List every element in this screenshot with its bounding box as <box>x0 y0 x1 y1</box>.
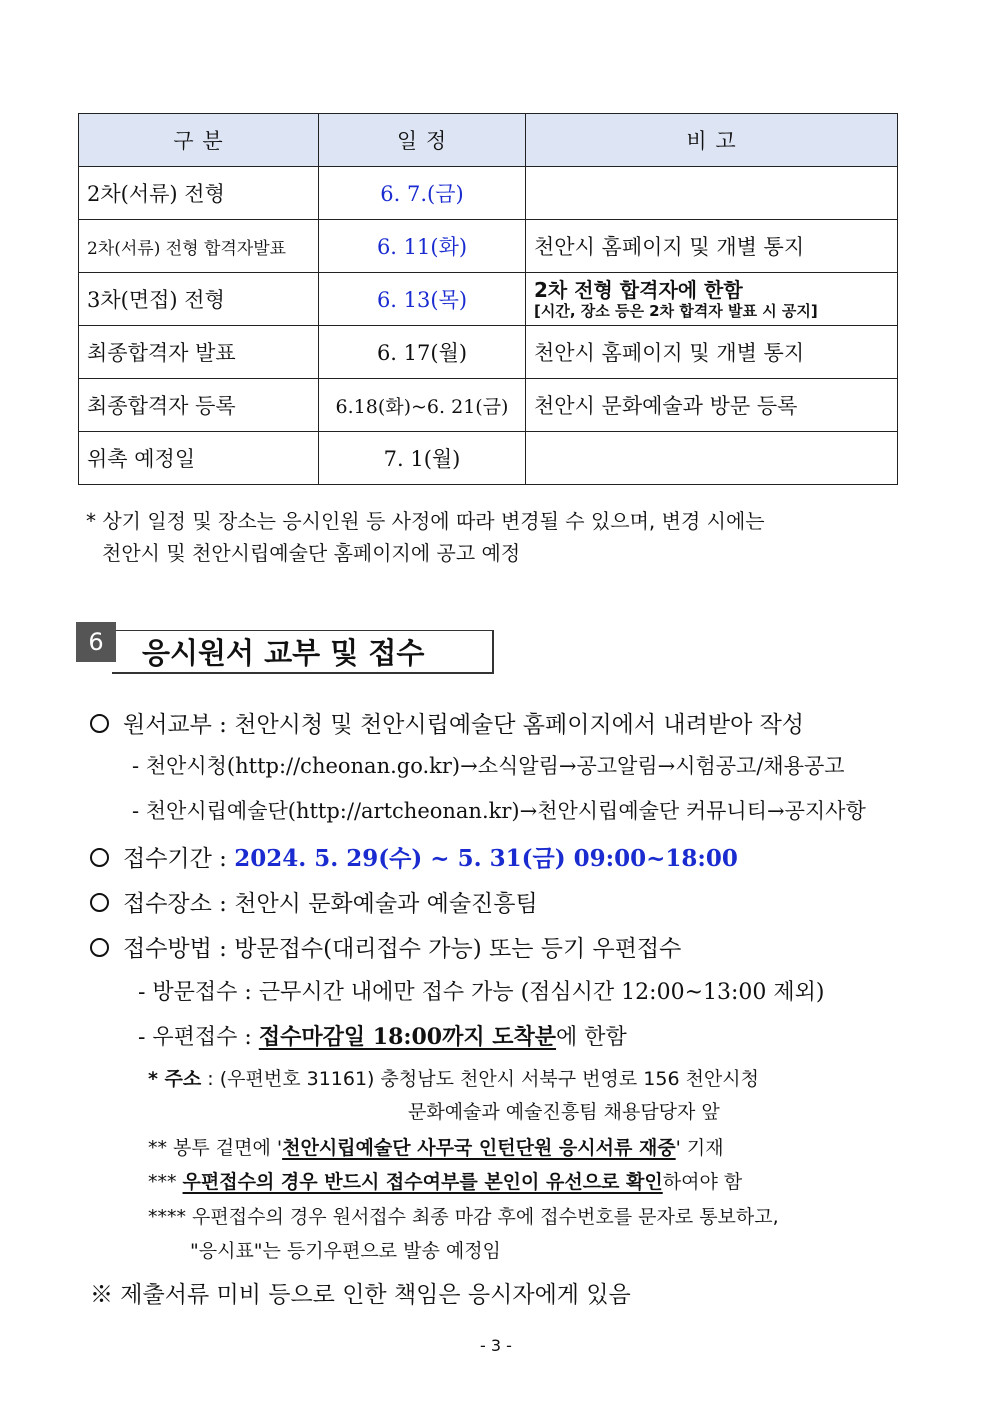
mail-emph: 접수마감일 18:00까지 도착분 <box>258 1024 557 1050</box>
envelope-note <box>148 1133 724 1160</box>
envelope-suffix: ' 기재 <box>675 1137 724 1159</box>
visit-text: - 방문접수 : 근무시간 내에만 접수 가능 (점심시간 12:00~13:00 제외) <box>138 980 825 1005</box>
confirm-note <box>148 1167 742 1194</box>
place-text: 접수장소 : 천안시 문화예술과 예술진흥팀 <box>123 891 538 917</box>
section-title: 응시원서 교부 및 접수 <box>112 630 494 674</box>
row-remark <box>526 167 898 220</box>
period-label: 접수기간 : <box>123 846 235 872</box>
row-date: 6. 11(화) <box>319 220 526 273</box>
remark-main: 2차 전형 합격자에 한함 <box>534 278 743 302</box>
row-remark: 천안시 문화예술과 방문 등록 <box>526 379 898 432</box>
address-line1 <box>148 1064 759 1091</box>
row-category: 3차(면접) 전형 <box>79 273 319 326</box>
notice-line1: **** 우편접수의 경우 원서접수 최종 마감 후에 접수번호를 문자로 통보하고, <box>148 1206 779 1228</box>
row-category: 2차(서류) 전형 <box>79 167 319 220</box>
row-date: 6. 17(월) <box>319 326 526 379</box>
row-date: 7. 1(월) <box>319 432 526 485</box>
table-row <box>79 273 898 326</box>
schedule-table <box>78 113 898 485</box>
row-remark: 천안시 홈페이지 및 개별 통지 <box>526 326 898 379</box>
row-date: 6. 7.(금) <box>319 167 526 220</box>
row-category: 최종합격자 등록 <box>79 379 319 432</box>
circle-bullet-icon <box>90 848 109 867</box>
responsibility-note: ※ 제출서류 미비 등으로 인한 책임은 응시자에게 있음 <box>90 1282 631 1308</box>
section-number: 6 <box>76 622 116 662</box>
envelope-prefix: ** 봉투 겉면에 ' <box>148 1137 283 1159</box>
confirm-emph: 우편접수의 경우 반드시 접수여부를 본인이 유선으로 확인 <box>182 1171 663 1193</box>
header-remarks: 비 고 <box>526 114 898 167</box>
row-date: 6. 13(목) <box>319 273 526 326</box>
row-remark: 천안시 홈페이지 및 개별 통지 <box>526 220 898 273</box>
period-value: 2024. 5. 29(수) ~ 5. 31(금) 09:00~18:00 <box>234 845 738 872</box>
row-category: 2차(서류) 전형 합격자발표 <box>79 220 319 273</box>
schedule-footnote <box>86 505 906 569</box>
footnote-line2: 천안시 및 천안시립예술단 홈페이지에 공고 예정 <box>102 541 521 565</box>
confirm-suffix: 하여야 함 <box>662 1171 743 1193</box>
address-line2: 문화예술과 예술진흥팀 채용담당자 앞 <box>408 1101 720 1123</box>
issue-sub2: - 천안시립예술단(http://artcheonan.kr)→천안시립예술단 커뮤니티→공지사항 <box>132 799 866 823</box>
method-item <box>90 930 681 963</box>
mail-item <box>138 1020 627 1051</box>
table-row <box>79 326 898 379</box>
address-label: * 주소 <box>148 1068 202 1090</box>
address-text: : (우편번호 31161) 충청남도 천안시 서북구 번영로 156 천안시청 <box>201 1068 759 1090</box>
notice-line2: "응시표"는 등기우편으로 발송 예정임 <box>190 1240 501 1262</box>
row-category: 위촉 예정일 <box>79 432 319 485</box>
footnote-line1: * 상기 일정 및 장소는 응시인원 등 사정에 따라 변경될 수 있으며, 변경 시에는 <box>86 509 765 533</box>
remark-sub: [시간, 장소 등은 2차 합격자 발표 시 공지] <box>534 302 818 320</box>
method-text: 접수방법 : 방문접수(대리접수 가능) 또는 등기 우편접수 <box>123 936 682 962</box>
period-item <box>90 840 738 873</box>
circle-bullet-icon <box>90 714 109 733</box>
row-date: 6.18(화)~6. 21(금) <box>319 379 526 432</box>
table-row <box>79 220 898 273</box>
table-row <box>79 432 898 485</box>
row-remark <box>526 432 898 485</box>
row-remark <box>526 273 898 326</box>
mail-prefix: - 우편접수 : <box>138 1025 259 1050</box>
issue-item <box>90 706 804 739</box>
confirm-prefix: *** <box>148 1171 183 1193</box>
row-category: 최종합격자 발표 <box>79 326 319 379</box>
header-category: 구 분 <box>79 114 319 167</box>
table-row <box>79 379 898 432</box>
header-schedule: 일 정 <box>319 114 526 167</box>
place-item <box>90 885 538 918</box>
mail-suffix: 에 한함 <box>556 1025 627 1050</box>
section-heading <box>76 622 496 676</box>
issue-text: 원서교부 : 천안시청 및 천안시립예술단 홈페이지에서 내려받아 작성 <box>123 712 805 738</box>
circle-bullet-icon <box>90 938 109 957</box>
envelope-emph: 천안시립예술단 사무국 인턴단원 응시서류 재중 <box>282 1137 676 1159</box>
circle-bullet-icon <box>90 893 109 912</box>
table-header-row <box>79 114 898 167</box>
issue-sub1: - 천안시청(http://cheonan.go.kr)→소식알림→공고알림→시험공고/채용공고 <box>132 754 845 778</box>
table-row <box>79 167 898 220</box>
page-number: - 3 - <box>480 1336 512 1355</box>
